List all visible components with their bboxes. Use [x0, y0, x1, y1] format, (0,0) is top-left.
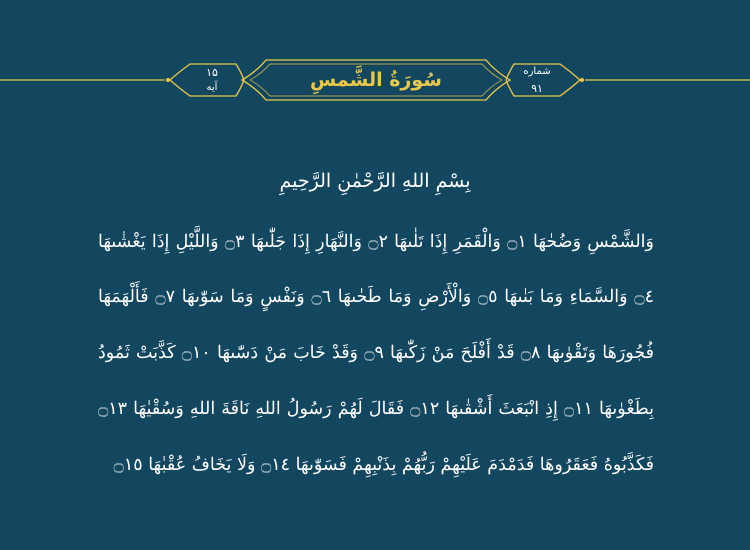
ayah-count: ۱۵ — [206, 66, 218, 79]
verse-line: وَالشَّمْسِ وَضُحٰهَا ۝١ وَالْقَمَرِ إِذَا تَلٰىهَا ۝٢ وَالنَّهَارِ إِذَا جَلّٰىهَا ۝٣ وَاللَّيْلِ إِذَا يَغْشٰىهَا — [98, 232, 654, 252]
ornament-dot-left — [166, 78, 170, 82]
surah-number: ۹۱ — [531, 82, 543, 95]
verse-line: ۝٤ وَالسَّمَاءِ وَمَا بَنٰىهَا ۝٥ وَالْأَرْضِ وَمَا طَحٰىهَا ۝٦ وَنَفْسٍ وَمَا سَوّٰىهَا ۝٧ فَأَلْهَمَهَا — [98, 287, 654, 307]
surah-number-label: شماره — [523, 66, 551, 77]
ornament-dot-right — [580, 78, 584, 82]
bismillah: بِسْمِ اللهِ الرَّحْمٰنِ الرَّحِيمِ — [279, 170, 471, 192]
ayah-count-label: آیه — [206, 82, 218, 93]
verse-line: فَكَذَّبُوهُ فَعَقَرُوهَا فَدَمْدَمَ عَلَيْهِمْ رَبُّهُمْ بِذَنْبِهِمْ فَسَوّٰىهَا ۝١٤ وَلَا يَخَافُ عُقْبٰهَا ۝١٥ — [113, 455, 654, 475]
verse-line: فُجُورَهَا وَتَقْوٰىهَا ۝٨ قَدْ أَفْلَحَ مَنْ زَكّٰىهَا ۝٩ وَقَدْ خَابَ مَنْ دَسّٰىهَا ۝١٠ كَذَّبَتْ ثَمُودُ — [98, 343, 654, 363]
verse-line: بِطَغْوٰىهَا ۝١١ إِذِ انْبَعَثَ أَشْقٰىهَا ۝١٢ فَقَالَ لَهُمْ رَسُولُ اللهِ نَاقَةَ اللهِ وَسُقْيٰهَا ۝١٣ — [98, 399, 654, 419]
surah-name: سُورَةُ الشَّمسِ — [310, 69, 442, 91]
